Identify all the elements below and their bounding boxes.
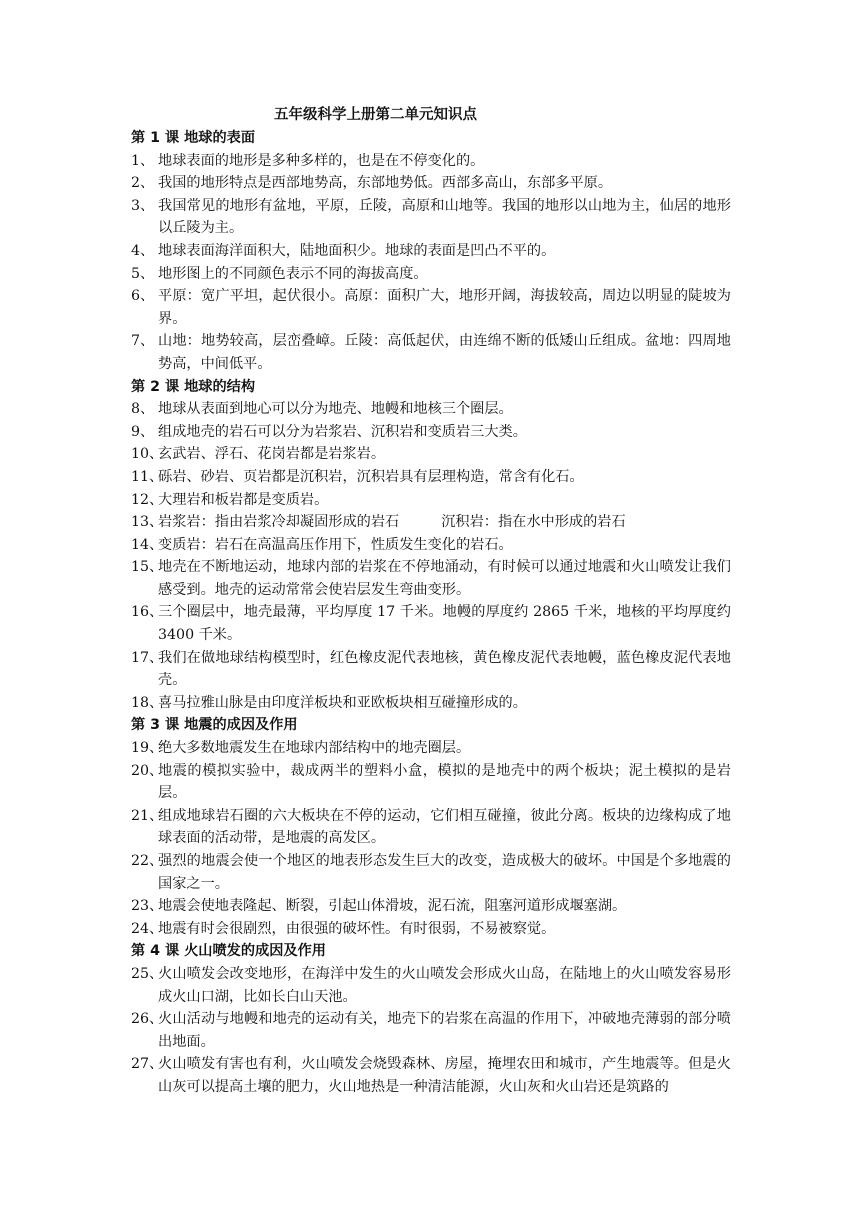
item-number: 14、 (131, 536, 164, 553)
item-number: 21、 (131, 807, 164, 824)
item-number: 12、 (131, 491, 164, 508)
item-text: 强烈的地震会使一个地区的地表形态发生巨大的改变，造成极大的破坏。中国是个多地震的国家之一。 (158, 853, 731, 892)
item-number: 8、 (131, 401, 155, 418)
item-number: 25、 (131, 965, 164, 982)
list-item (131, 172, 731, 195)
item-text: 地震的模拟实验中，裁成两半的塑料小盒，模拟的是地壳中的两个板块；泥土模拟的是岩层。 (158, 762, 731, 802)
list-item (131, 534, 731, 557)
item-text: 火山活动与地幔和地壳的运动有关，地壳下的岩浆在高温的作用下，冲破地壳薄弱的部分喷出地面。 (158, 1011, 731, 1050)
section-heading: 第 1 课 地球的表面 (131, 130, 256, 146)
item-number: 10、 (131, 446, 164, 463)
list-item (131, 443, 731, 466)
item-text: 喜马拉雅山脉是由印度洋板块和亚欧板块相互碰撞形成的。 (158, 694, 527, 711)
list-item (131, 240, 731, 263)
item-number: 26、 (131, 1011, 164, 1028)
item-text: 砾岩、砂岩、页岩都是沉积岩，沉积岩具有层理构造，常含有化石。 (158, 468, 584, 485)
item-text: 平原：宽广平坦，起伏很小。高原：面积广大，地形开阔，海拔较高，周边以明显的陡坡为界。 (158, 288, 731, 327)
list-item (131, 805, 731, 850)
document-content (131, 127, 731, 1099)
item-text: 变质岩：岩石在高温高压作用下，性质发生变化的岩石。 (158, 536, 513, 553)
list-item (131, 398, 731, 421)
list-item (131, 1008, 731, 1053)
item-number: 16、 (131, 604, 164, 621)
item-number: 6、 (131, 288, 155, 305)
list-item (131, 760, 731, 805)
list-item (131, 737, 731, 760)
item-text: 组成地球岩石圈的六大板块在不停的运动，它们相互碰撞，彼此分离。板块的边缘构成了地球表面的活动带，是地震的高发区。 (158, 807, 731, 847)
list-item (131, 1053, 731, 1098)
item-text: 大理岩和板岩都是变质岩。 (158, 491, 329, 508)
item-text: 地球表面海洋面积大，陆地面积少。地球的表面是凹凸不平的。 (158, 242, 556, 259)
list-item (131, 421, 731, 444)
item-text-secondary: 沉积岩：指在水中形成的岩石 (441, 514, 626, 531)
item-text: 火山喷发有害也有利，火山喷发会烧毁森林、房屋，掩埋农田和城市，产生地震等。但是火山灰可以提高土壤的肥力，火山地热是一种清洁能源，火山灰和火山岩还是筑路的 (158, 1056, 731, 1095)
list-item (131, 918, 731, 941)
item-text: 地震会使地表隆起、断裂，引起山体滑坡，泥石流，阻塞河道形成堰塞湖。 (158, 898, 627, 915)
list-item (131, 511, 731, 534)
item-text: 地球表面的地形是多种多样的，也是在不停变化的。 (158, 152, 485, 169)
item-number: 4、 (131, 242, 155, 259)
item-text: 山地：地势较高，层峦叠嶂。丘陵：高低起伏，由连绵不断的低矮山丘组成。盆地：四周地势高，中间低平。 (158, 333, 731, 372)
document-title: 五年级科学上册第二单元知识点 (274, 107, 477, 123)
item-number: 20、 (131, 762, 164, 779)
item-number: 22、 (131, 853, 164, 869)
list-item (131, 556, 731, 601)
item-text: 地震有时会很剧烈，由很强的破坏性。有时很弱，不易被察觉。 (158, 920, 556, 937)
item-text: 组成地壳的岩石可以分为岩浆岩、沉积岩和变质岩三大类。 (158, 423, 527, 440)
item-text: 玄武岩、浮石、花岗岩都是岩浆岩。 (158, 446, 386, 463)
list-item (131, 692, 731, 715)
list-item (131, 963, 731, 1008)
item-number: 27、 (131, 1056, 164, 1073)
item-text: 岩浆岩：指由岩浆冷却凝固形成的岩石 (158, 514, 400, 531)
list-item (131, 895, 731, 918)
list-item (131, 330, 731, 375)
item-number: 13、 (131, 514, 164, 531)
section-heading: 第 2 课 地球的结构 (131, 378, 256, 395)
item-text: 三个圈层中，地壳最薄，平均厚度 17 千米。地幔的厚度约 2865 千米，地核的平均厚度约 3400 千米。 (158, 604, 731, 644)
item-text: 我国的地形特点是西部地势高，东部地势低。西部多高山，东部多平原。 (158, 175, 613, 192)
list-item (131, 150, 731, 173)
item-number: 17、 (131, 649, 164, 666)
item-text: 我国常见的地形有盆地，平原，丘陵，高原和山地等。我国的地形以山地为主，仙居的地形以丘陵为主。 (158, 197, 731, 237)
item-number: 2、 (131, 175, 155, 192)
item-number: 1、 (131, 152, 155, 169)
item-text: 绝大多数地震发生在地球内部结构中的地壳圈层。 (158, 740, 471, 757)
item-number: 19、 (131, 740, 164, 757)
list-item (131, 601, 731, 646)
list-item (131, 263, 731, 286)
item-number: 7、 (131, 333, 155, 350)
item-number: 15、 (131, 559, 164, 576)
item-text: 我们在做地球结构模型时，红色橡皮泥代表地核，黄色橡皮泥代表地幔，蓝色橡皮泥代表地壳。 (158, 649, 731, 689)
list-item (131, 647, 731, 692)
list-item (131, 850, 731, 895)
list-item (131, 195, 731, 240)
item-number: 24、 (131, 920, 164, 937)
item-number: 9、 (131, 423, 155, 440)
item-number: 11、 (131, 468, 164, 485)
item-text: 地壳在不断地运动，地球内部的岩浆在不停地涌动，有时候可以通过地震和火山喷发让我们感受到。地壳的运动常常会使岩层发生弯曲变形。 (158, 559, 731, 598)
item-text: 地形图上的不同颜色表示不同的海拔高度。 (158, 265, 428, 282)
list-item (131, 489, 731, 512)
list-item (131, 466, 731, 489)
section-heading: 第 4 课 火山喷发的成因及作用 (131, 943, 326, 960)
list-item (131, 285, 731, 330)
item-number: 18、 (131, 694, 164, 711)
item-number: 23、 (131, 898, 164, 915)
item-text: 地球从表面到地心可以分为地壳、地幔和地核三个圈层。 (158, 401, 513, 418)
item-text: 火山喷发会改变地形，在海洋中发生的火山喷发会形成火山岛，在陆地上的火山喷发容易形成火山口湖，比如长白山天池。 (158, 965, 731, 1005)
section-heading: 第 3 课 地震的成因及作用 (131, 717, 298, 734)
item-number: 5、 (131, 265, 155, 282)
item-number: 3、 (131, 197, 155, 214)
